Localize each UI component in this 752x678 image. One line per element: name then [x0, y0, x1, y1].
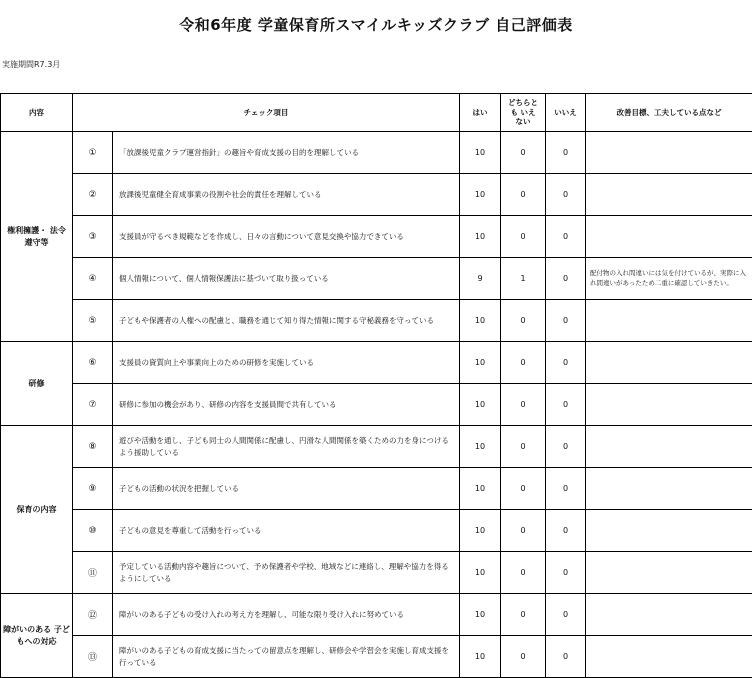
table-row: [1, 594, 752, 636]
no-count: 0: [546, 636, 586, 678]
header-neither: どちらと も いえない: [501, 94, 546, 132]
item-number: ⑤: [73, 300, 113, 342]
goal-note: [586, 510, 752, 552]
item-number: ⑪: [73, 552, 113, 594]
header-no: いいえ: [546, 94, 586, 132]
item-text: 「放課後児童クラブ運営指針」の趣旨や育成支援の目的を理解している: [113, 132, 460, 174]
goal-note: [586, 342, 752, 384]
yes-count: 10: [460, 216, 501, 258]
no-count: 0: [546, 216, 586, 258]
no-count: 0: [546, 510, 586, 552]
category-childcare: 保育の内容: [1, 426, 73, 594]
item-number: ④: [73, 258, 113, 300]
no-count: 0: [546, 132, 586, 174]
table-row: [1, 174, 752, 216]
table-row: [1, 552, 752, 594]
goal-note: [586, 426, 752, 468]
neither-count: 0: [501, 636, 546, 678]
goal-note: [586, 216, 752, 258]
yes-count: 9: [460, 258, 501, 300]
header-yes: はい: [460, 94, 501, 132]
category-disability: 障がいのある 子どもへの対応: [1, 594, 73, 678]
goal-note: [586, 132, 752, 174]
no-count: 0: [546, 258, 586, 300]
item-number: ⑬: [73, 636, 113, 678]
item-number: ⑥: [73, 342, 113, 384]
item-number: ⑧: [73, 426, 113, 468]
table-row: [1, 426, 752, 468]
neither-count: 0: [501, 426, 546, 468]
table-row: [1, 216, 752, 258]
yes-count: 10: [460, 636, 501, 678]
header-content: 内容: [1, 94, 73, 132]
item-text: 障がいのある子どもの育成支援に当たっての留意点を理解し、研修会や学習会を実施し育成支援を行っている: [113, 636, 460, 678]
goal-note: 配付物の入れ間違いには気を付けているが、実際に入れ間違いがあったため二重に確認していきたい。: [586, 258, 752, 300]
neither-count: 0: [501, 216, 546, 258]
table-row: [1, 636, 752, 678]
category-rights: 権利擁護・ 法令遵守等: [1, 132, 73, 342]
neither-count: 0: [501, 132, 546, 174]
self-evaluation-table: [0, 93, 752, 678]
goal-note: [586, 636, 752, 678]
item-text: 研修に参加の機会があり、研修の内容を支援員間で共有している: [113, 384, 460, 426]
yes-count: 10: [460, 342, 501, 384]
item-text: 障がいのある子どもの受け入れの考え方を理解し、可能な限り受け入れに努めている: [113, 594, 460, 636]
no-count: 0: [546, 300, 586, 342]
goal-note: [586, 468, 752, 510]
item-text: 子どもの意見を尊重して活動を行っている: [113, 510, 460, 552]
item-number: ⑦: [73, 384, 113, 426]
item-text: 遊びや活動を通し、子ども同士の人間関係に配慮し、円滑な人間関係を築くための力を身につけるよう援助している: [113, 426, 460, 468]
header-check-items: チェック項目: [73, 94, 460, 132]
neither-count: 0: [501, 468, 546, 510]
no-count: 0: [546, 468, 586, 510]
yes-count: 10: [460, 384, 501, 426]
item-text: 子どもの活動の状況を把握している: [113, 468, 460, 510]
no-count: 0: [546, 384, 586, 426]
table-row: [1, 300, 752, 342]
neither-count: 0: [501, 384, 546, 426]
category-training: 研修: [1, 342, 73, 426]
neither-count: 1: [501, 258, 546, 300]
item-number: ①: [73, 132, 113, 174]
item-number: ⑨: [73, 468, 113, 510]
implementation-period: 実施期間R7.3月: [2, 59, 60, 70]
no-count: 0: [546, 342, 586, 384]
item-number: ③: [73, 216, 113, 258]
table-row: [1, 384, 752, 426]
header-row: [1, 94, 752, 132]
neither-count: 0: [501, 510, 546, 552]
table-row: [1, 342, 752, 384]
item-number: ⑫: [73, 594, 113, 636]
goal-note: [586, 594, 752, 636]
page-title: 令和6年度 学童保育所スマイルキッズクラブ 自己評価表: [0, 14, 752, 35]
no-count: 0: [546, 426, 586, 468]
yes-count: 10: [460, 132, 501, 174]
yes-count: 10: [460, 594, 501, 636]
yes-count: 10: [460, 510, 501, 552]
goal-note: [586, 552, 752, 594]
yes-count: 10: [460, 174, 501, 216]
neither-count: 0: [501, 174, 546, 216]
item-number: ②: [73, 174, 113, 216]
item-text: 個人情報について、個人情報保護法に基づいて取り扱っている: [113, 258, 460, 300]
no-count: 0: [546, 594, 586, 636]
neither-count: 0: [501, 342, 546, 384]
item-text: 子どもや保護者の人権への配慮と、職務を通じて知り得た情報に関する守秘義務を守っている: [113, 300, 460, 342]
table-row: [1, 510, 752, 552]
table-row: [1, 132, 752, 174]
neither-count: 0: [501, 300, 546, 342]
yes-count: 10: [460, 300, 501, 342]
goal-note: [586, 300, 752, 342]
item-text: 支援員の資質向上や事業向上のための研修を実施している: [113, 342, 460, 384]
item-text: 放課後児童健全育成事業の役割や社会的責任を理解している: [113, 174, 460, 216]
yes-count: 10: [460, 468, 501, 510]
table-row: [1, 468, 752, 510]
yes-count: 10: [460, 426, 501, 468]
goal-note: [586, 384, 752, 426]
neither-count: 0: [501, 552, 546, 594]
item-text: 予定している活動内容や趣旨について、予め保護者や学校、地域などに連絡し、理解や協力を得るようにしている: [113, 552, 460, 594]
goal-note: [586, 174, 752, 216]
item-number: ⑩: [73, 510, 113, 552]
no-count: 0: [546, 552, 586, 594]
table-row: [1, 258, 752, 300]
neither-count: 0: [501, 594, 546, 636]
no-count: 0: [546, 174, 586, 216]
item-text: 支援員が守るべき規範などを作成し、日々の言動について意見交換や協力できている: [113, 216, 460, 258]
yes-count: 10: [460, 552, 501, 594]
header-goals: 改善目標、工夫している点など: [586, 94, 752, 132]
